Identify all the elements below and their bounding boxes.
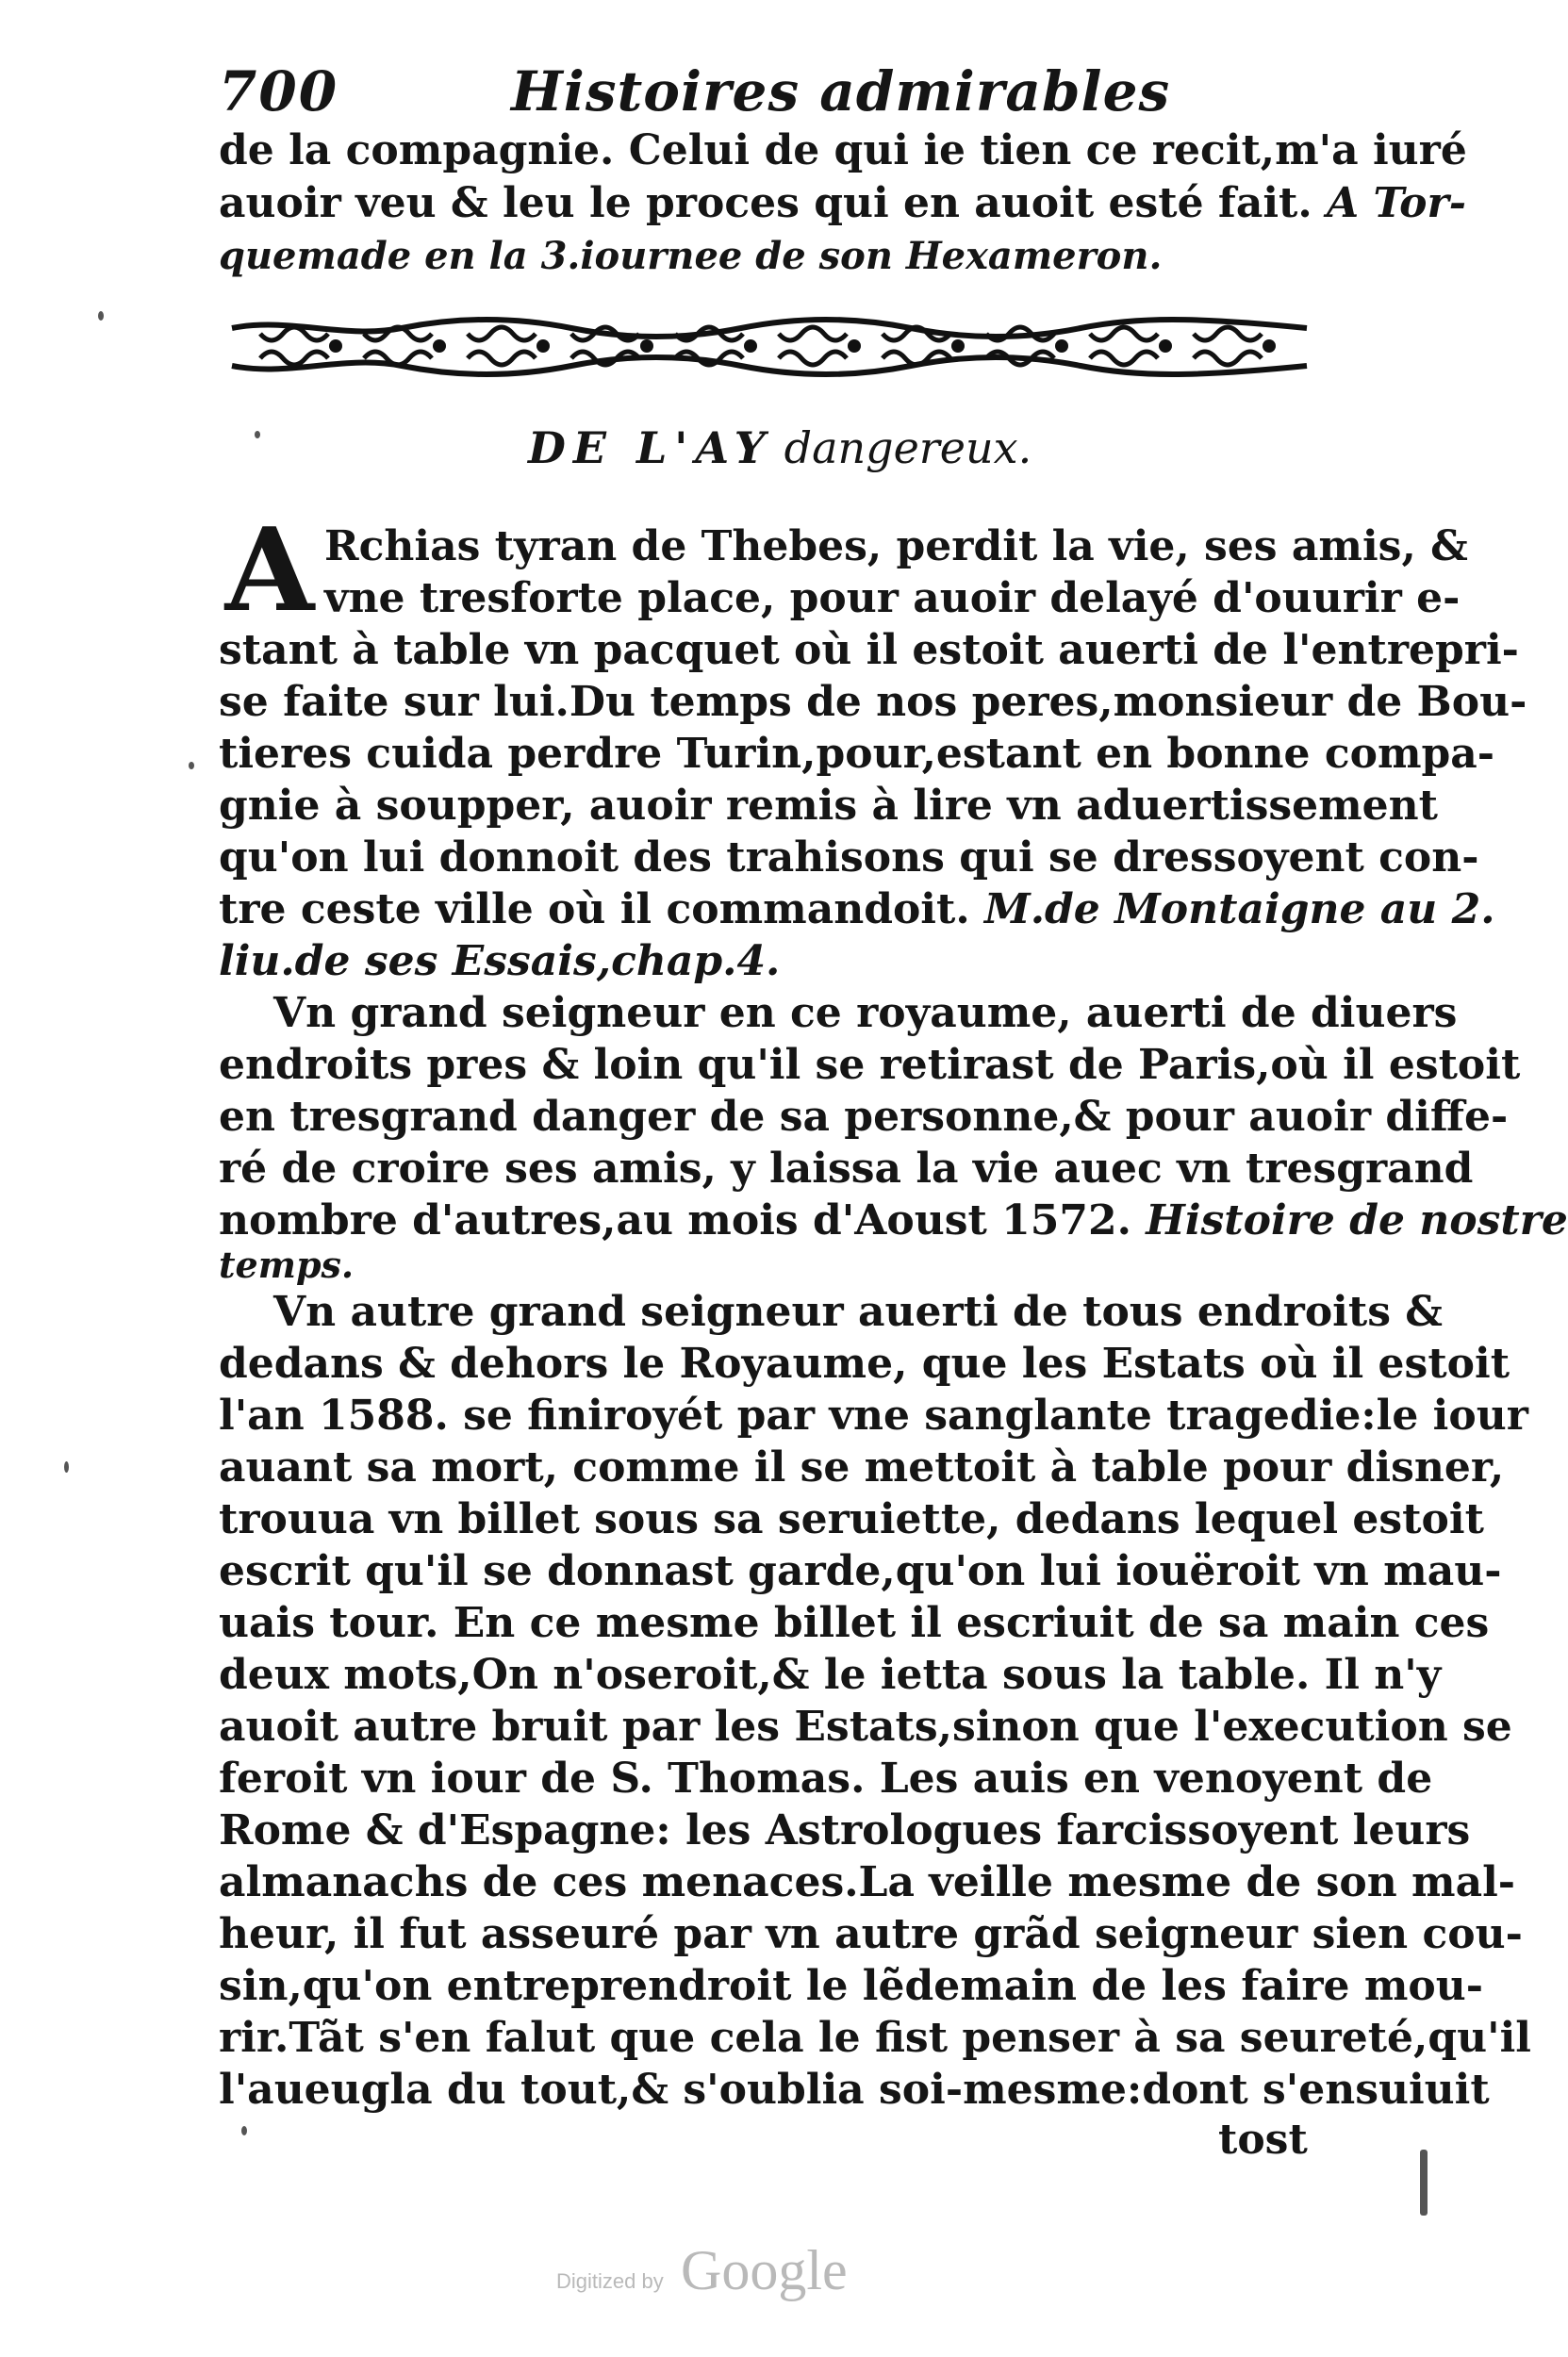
text-fragment: nombre d'autres,au mois d'Aoust 1572. — [219, 1196, 1131, 1244]
text-line: Rome & d'Espagne: les Astrologues farcissoyent leurs — [219, 1806, 1471, 1854]
catchword: tost — [1218, 2116, 1308, 2164]
section-heading-lower: dangereux. — [784, 422, 1032, 473]
text-line: gnie à soupper, auoir remis à lire vn aduertissement — [219, 782, 1438, 830]
text-line: l'an 1588. se finiroyét par vne sanglante tragedie:le iour — [219, 1392, 1528, 1440]
text-line: auant sa mort, comme il se mettoit à table pour disner, — [219, 1443, 1505, 1492]
text-line — [219, 1191, 1568, 1251]
text-fragment: auoir veu & leu le proces qui en auoit esté fait. — [219, 179, 1312, 227]
page-number: 700 — [219, 59, 339, 124]
ornamental-band-divider — [232, 311, 1307, 379]
text-line: stant à table vn pacquet où il estoit auerti de l'entrepri- — [219, 626, 1519, 674]
text-line: Vn autre grand seigneur auerti de tous endroits & — [273, 1288, 1444, 1336]
text-line: uais tour. En ce mesme billet il escriuit de sa main ces — [219, 1599, 1490, 1647]
section-heading — [528, 415, 1032, 481]
section-heading-caps: DE L'AY — [528, 422, 773, 473]
watermark-prefix: Digitized by — [556, 2269, 664, 2293]
text-line — [219, 173, 1466, 234]
digitization-watermark — [556, 2239, 877, 2305]
source-citation: quemade en la 3.iournee de son Hexameron. — [219, 234, 1163, 278]
ink-spot — [98, 311, 104, 321]
watermark-brand: Google — [681, 2239, 848, 2301]
text-line: ré de croire ses amis, y laissa la vie auec vn tresgrand — [219, 1145, 1474, 1193]
text-line: feroit vn iour de S. Thomas. Les auis en venoyent de — [219, 1755, 1433, 1803]
text-line: en tresgrand danger de sa personne,& pour auoir diffe- — [219, 1093, 1509, 1141]
text-line: sin,qu'on entreprendroit le lẽdemain de les faire mou- — [219, 1962, 1484, 2010]
ink-spot — [255, 431, 260, 438]
source-citation: temps. — [219, 1244, 355, 1286]
ink-spot — [64, 1461, 69, 1473]
text-line: deux mots,On n'oseroit,& le ietta sous la table. Il n'y — [219, 1651, 1442, 1699]
text-line: de la compagnie. Celui de qui ie tien ce recit,m'a iuré — [219, 126, 1467, 174]
text-line: qu'on lui donnoit des trahisons qui se dressoyent con- — [219, 833, 1479, 882]
text-line: endroits pres & loin qu'il se retirast de Paris,où il estoit — [219, 1041, 1521, 1089]
drop-cap: A — [224, 502, 315, 637]
source-citation: A Tor- — [1327, 179, 1466, 227]
text-line: escrit qu'il se donnast garde,qu'on lui iouëroit vn mau- — [219, 1547, 1502, 1595]
source-citation: liu.de ses Essais,chap.4. — [219, 937, 781, 985]
source-citation: Histoire de nostre — [1146, 1196, 1568, 1244]
text-line: vne tresforte place, pour auoir delayé d'ouurir e- — [324, 574, 1461, 622]
source-citation: M.de Montaigne au 2. — [984, 885, 1495, 933]
text-line: se faite sur lui.Du temps de nos peres,monsieur de Bou- — [219, 678, 1527, 726]
text-line: heur, il fut asseuré par vn autre grãd seigneur sien cou- — [219, 1910, 1523, 1958]
text-line: auoit autre bruit par les Estats,sinon que l'execution se — [219, 1703, 1512, 1751]
page-edge-shadow — [1420, 2150, 1428, 2216]
ink-spot — [189, 762, 194, 769]
text-line: trouua vn billet sous sa seruiette, dedans lequel estoit — [219, 1495, 1484, 1543]
text-fragment: tre ceste ville où il commandoit. — [219, 885, 970, 933]
running-title: Histoires admirables — [511, 59, 1171, 124]
text-line: l'aueugla du tout,& s'oublia soi-mesme:dont s'ensuiuit — [219, 2066, 1490, 2114]
text-line: Rchias tyran de Thebes, perdit la vie, ses amis, & — [324, 522, 1468, 570]
text-line: Vn grand seigneur en ce royaume, auerti de diuers — [273, 989, 1458, 1037]
ink-spot — [241, 2126, 247, 2135]
text-line: almanachs de ces menaces.La veille mesme de son mal- — [219, 1858, 1516, 1906]
text-line: tieres cuida perdre Turin,pour,estant en bonne compa- — [219, 730, 1495, 778]
text-line: dedans & dehors le Royaume, que les Estats où il estoit — [219, 1340, 1510, 1388]
text-line: rir.Tãt s'en falut que cela le fist penser à sa seureté,qu'il — [219, 2014, 1532, 2062]
